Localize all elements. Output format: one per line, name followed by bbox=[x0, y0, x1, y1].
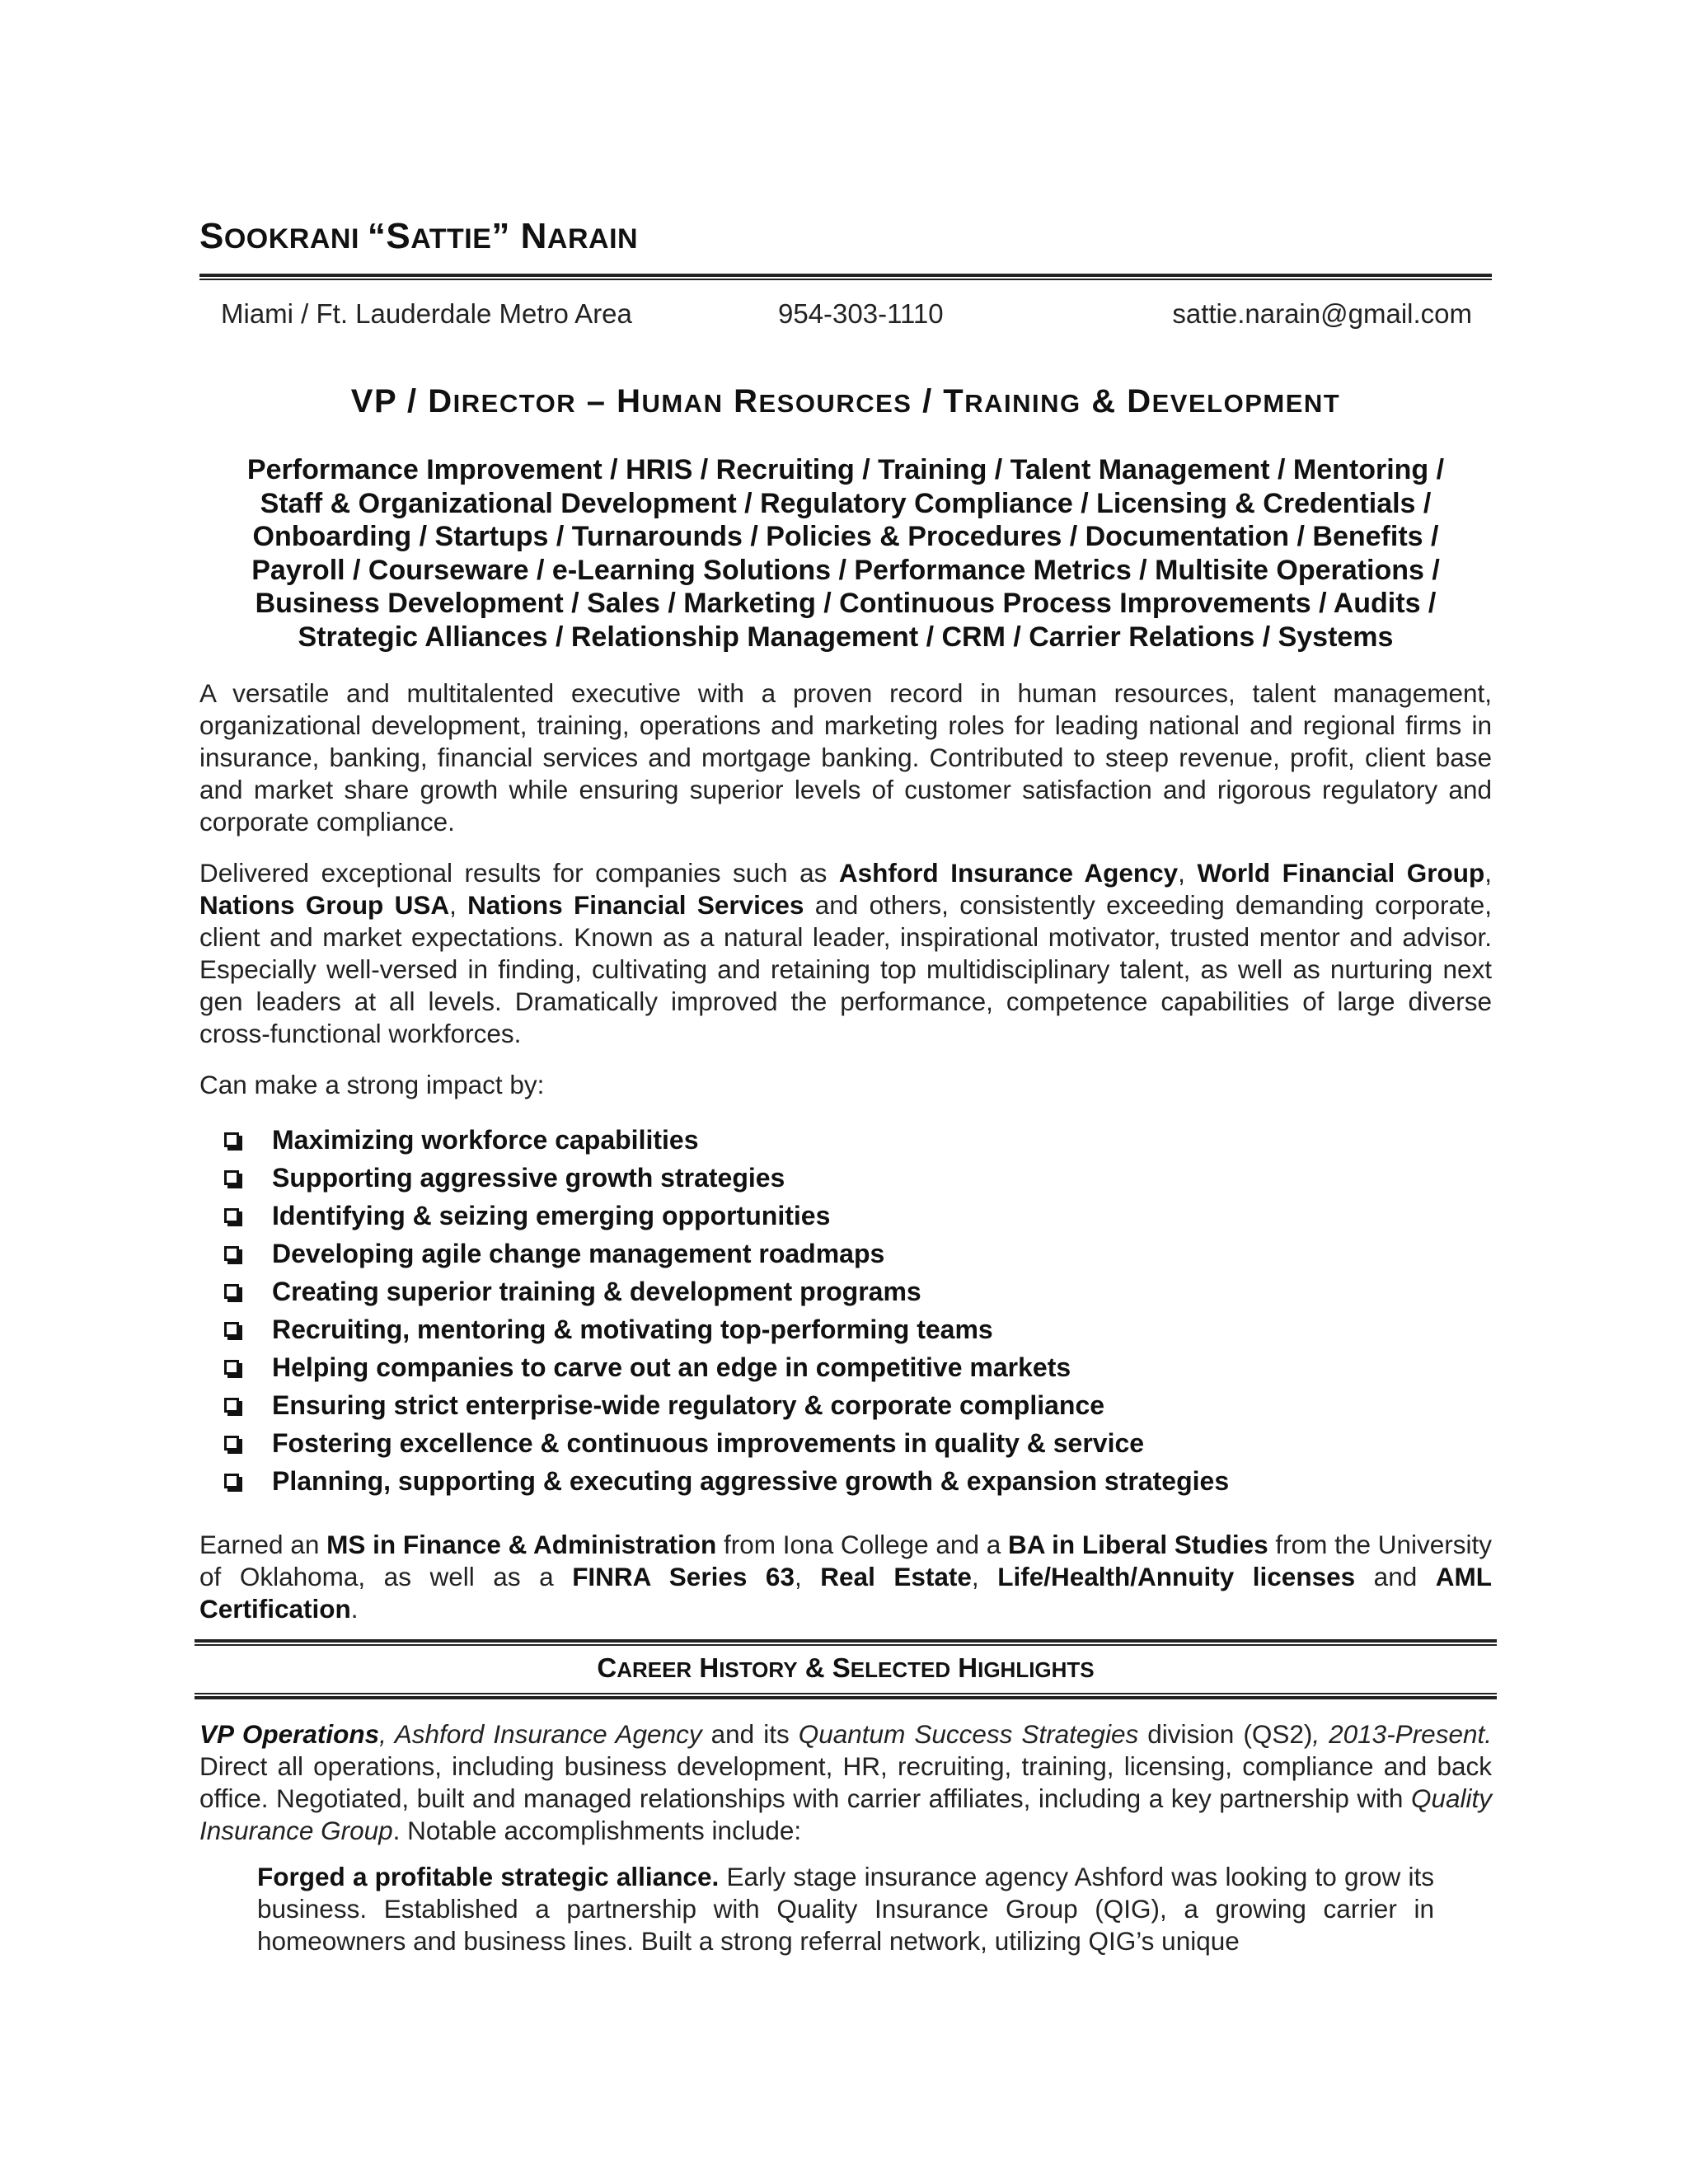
company-name: Ashford Insurance Agency bbox=[838, 858, 1179, 888]
checkbox-bullet-icon bbox=[224, 1436, 239, 1451]
company-name: Nations Financial Services bbox=[467, 890, 804, 920]
headline-title: VP / DIRECTOR – HUMAN RESOURCES / TRAINING & DEVELOPMENT bbox=[350, 383, 1341, 419]
contact-location: Miami / Ft. Lauderdale Metro Area bbox=[221, 298, 632, 329]
checkbox-bullet-icon bbox=[224, 1132, 239, 1147]
skills-line: Performance Improvement / HRIS / Recruiting / Training / Talent Management / Mentoring / bbox=[246, 454, 1445, 485]
checkbox-bullet-icon bbox=[224, 1474, 239, 1488]
contact-email: sattie.narain@gmail.com bbox=[1172, 298, 1472, 329]
summary-paragraph: A versatile and multitalented executive with a proven record in human resources, talent management, organizational development, training, operations and marketing roles for leading national and regional firms in insurance, banking, financial services and mortgage banking. Contributed to steep revenue, profit, client base and market share growth while ensuring superior levels of customer satisfaction and rigorous regulatory and corporate compliance. bbox=[199, 678, 1492, 837]
job-dates: , 2013-Present. bbox=[1312, 1719, 1492, 1749]
list-item: Helping companies to carve out an edge in competitive markets bbox=[224, 1348, 1229, 1386]
checkbox-bullet-icon bbox=[224, 1170, 239, 1185]
skills-line: Payroll / Courseware / e-Learning Solutions / Performance Metrics / Multisite Operations / bbox=[251, 554, 1440, 586]
skills-keywords bbox=[199, 453, 1492, 654]
companies-paragraph: Delivered exceptional results for companies such as Ashford Insurance Agency, World Financial Group, Nations Group USA, Nations Financial Services and others, consistently exceeding demanding corporate, client and market expectations. Known as a natural leader, inspirational motivator, trusted mentor and advisor. Especially well-versed in finding, cultivating and retaining top multidisciplinary talent, as well as nurturing next gen leaders at all levels. Dramatically improved the performance, competence capabilities of large diverse cross-functional workforces. bbox=[199, 858, 1492, 1048]
list-item: Creating superior training & development programs bbox=[224, 1272, 1229, 1310]
list-item: Fostering excellence & continuous improvements in quality & service bbox=[224, 1424, 1229, 1462]
accomplishment-item: Forged a profitable strategic alliance. Early stage insurance agency Ashford was looking to grow its business. Established a partnership with Quality Insurance Group (QIG), a growing carrier in homeowners and business lines. Built a strong referral network, utilizing QIG’s unique bbox=[257, 1862, 1434, 1956]
checkbox-bullet-icon bbox=[224, 1360, 239, 1375]
skills-line: Onboarding / Startups / Turnarounds / Policies & Procedures / Documentation / Benefits / bbox=[252, 521, 1439, 552]
header-divider bbox=[199, 274, 1492, 280]
list-item: Ensuring strict enterprise-wide regulatory & corporate compliance bbox=[224, 1386, 1229, 1424]
list-item: Recruiting, mentoring & motivating top-performing teams bbox=[224, 1310, 1229, 1348]
section-divider-bottom bbox=[195, 1693, 1497, 1699]
section-divider-top bbox=[195, 1639, 1497, 1646]
skills-line: Staff & Organizational Development / Regulatory Compliance / Licensing & Credentials / bbox=[260, 487, 1432, 519]
job-entry: VP Operations, Ashford Insurance Agency and its Quantum Success Strategies division (QS2), 2013-Present. Direct all operations, including business development, HR, recruiting, training, licensing, compliance and back office. Negotiated, built and managed relationships with carrier affiliates, including a key partnership with Quality Insurance Group. Notable accomplishments include: bbox=[199, 1719, 1492, 1845]
checkbox-bullet-icon bbox=[224, 1246, 239, 1261]
accomplishment-title: Forged a profitable strategic alliance. bbox=[257, 1862, 720, 1891]
checkbox-bullet-icon bbox=[224, 1398, 239, 1413]
checkbox-bullet-icon bbox=[224, 1208, 239, 1223]
impact-intro: Can make a strong impact by: bbox=[199, 1070, 545, 1099]
job-company: Ashford Insurance Agency bbox=[394, 1719, 702, 1749]
company-name: Nations Group USA bbox=[199, 890, 450, 920]
list-item: Developing agile change management roadmaps bbox=[224, 1235, 1229, 1272]
contact-phone: 954-303-1110 bbox=[778, 298, 944, 329]
skills-line: Business Development / Sales / Marketing / Continuous Process Improvements / Audits / bbox=[255, 588, 1437, 619]
checkbox-bullet-icon bbox=[224, 1322, 239, 1337]
checkbox-bullet-icon bbox=[224, 1284, 239, 1299]
job-role: VP Operations bbox=[199, 1719, 380, 1749]
impact-list bbox=[224, 1121, 1229, 1500]
education-paragraph: Earned an MS in Finance & Administration from Iona College and a BA in Liberal Studies from the University of Oklahoma, as well as a FINRA Series 63, Real Estate, Life/Health/Annuity licenses and AML Certification. bbox=[199, 1530, 1493, 1624]
company-name: World Financial Group bbox=[1197, 858, 1485, 888]
list-item: Supporting aggressive growth strategies bbox=[224, 1159, 1229, 1197]
list-item: Maximizing workforce capabilities bbox=[224, 1121, 1229, 1159]
candidate-name: SOOKRANI “SATTIE” NARAIN bbox=[199, 216, 639, 256]
section-heading: CAREER HISTORY & SELECTED HIGHLIGHTS bbox=[597, 1652, 1095, 1683]
skills-line: Strategic Alliances / Relationship Management / CRM / Carrier Relations / Systems bbox=[298, 621, 1394, 653]
list-item: Identifying & seizing emerging opportunities bbox=[224, 1197, 1229, 1235]
list-item: Planning, supporting & executing aggressive growth & expansion strategies bbox=[224, 1462, 1229, 1500]
